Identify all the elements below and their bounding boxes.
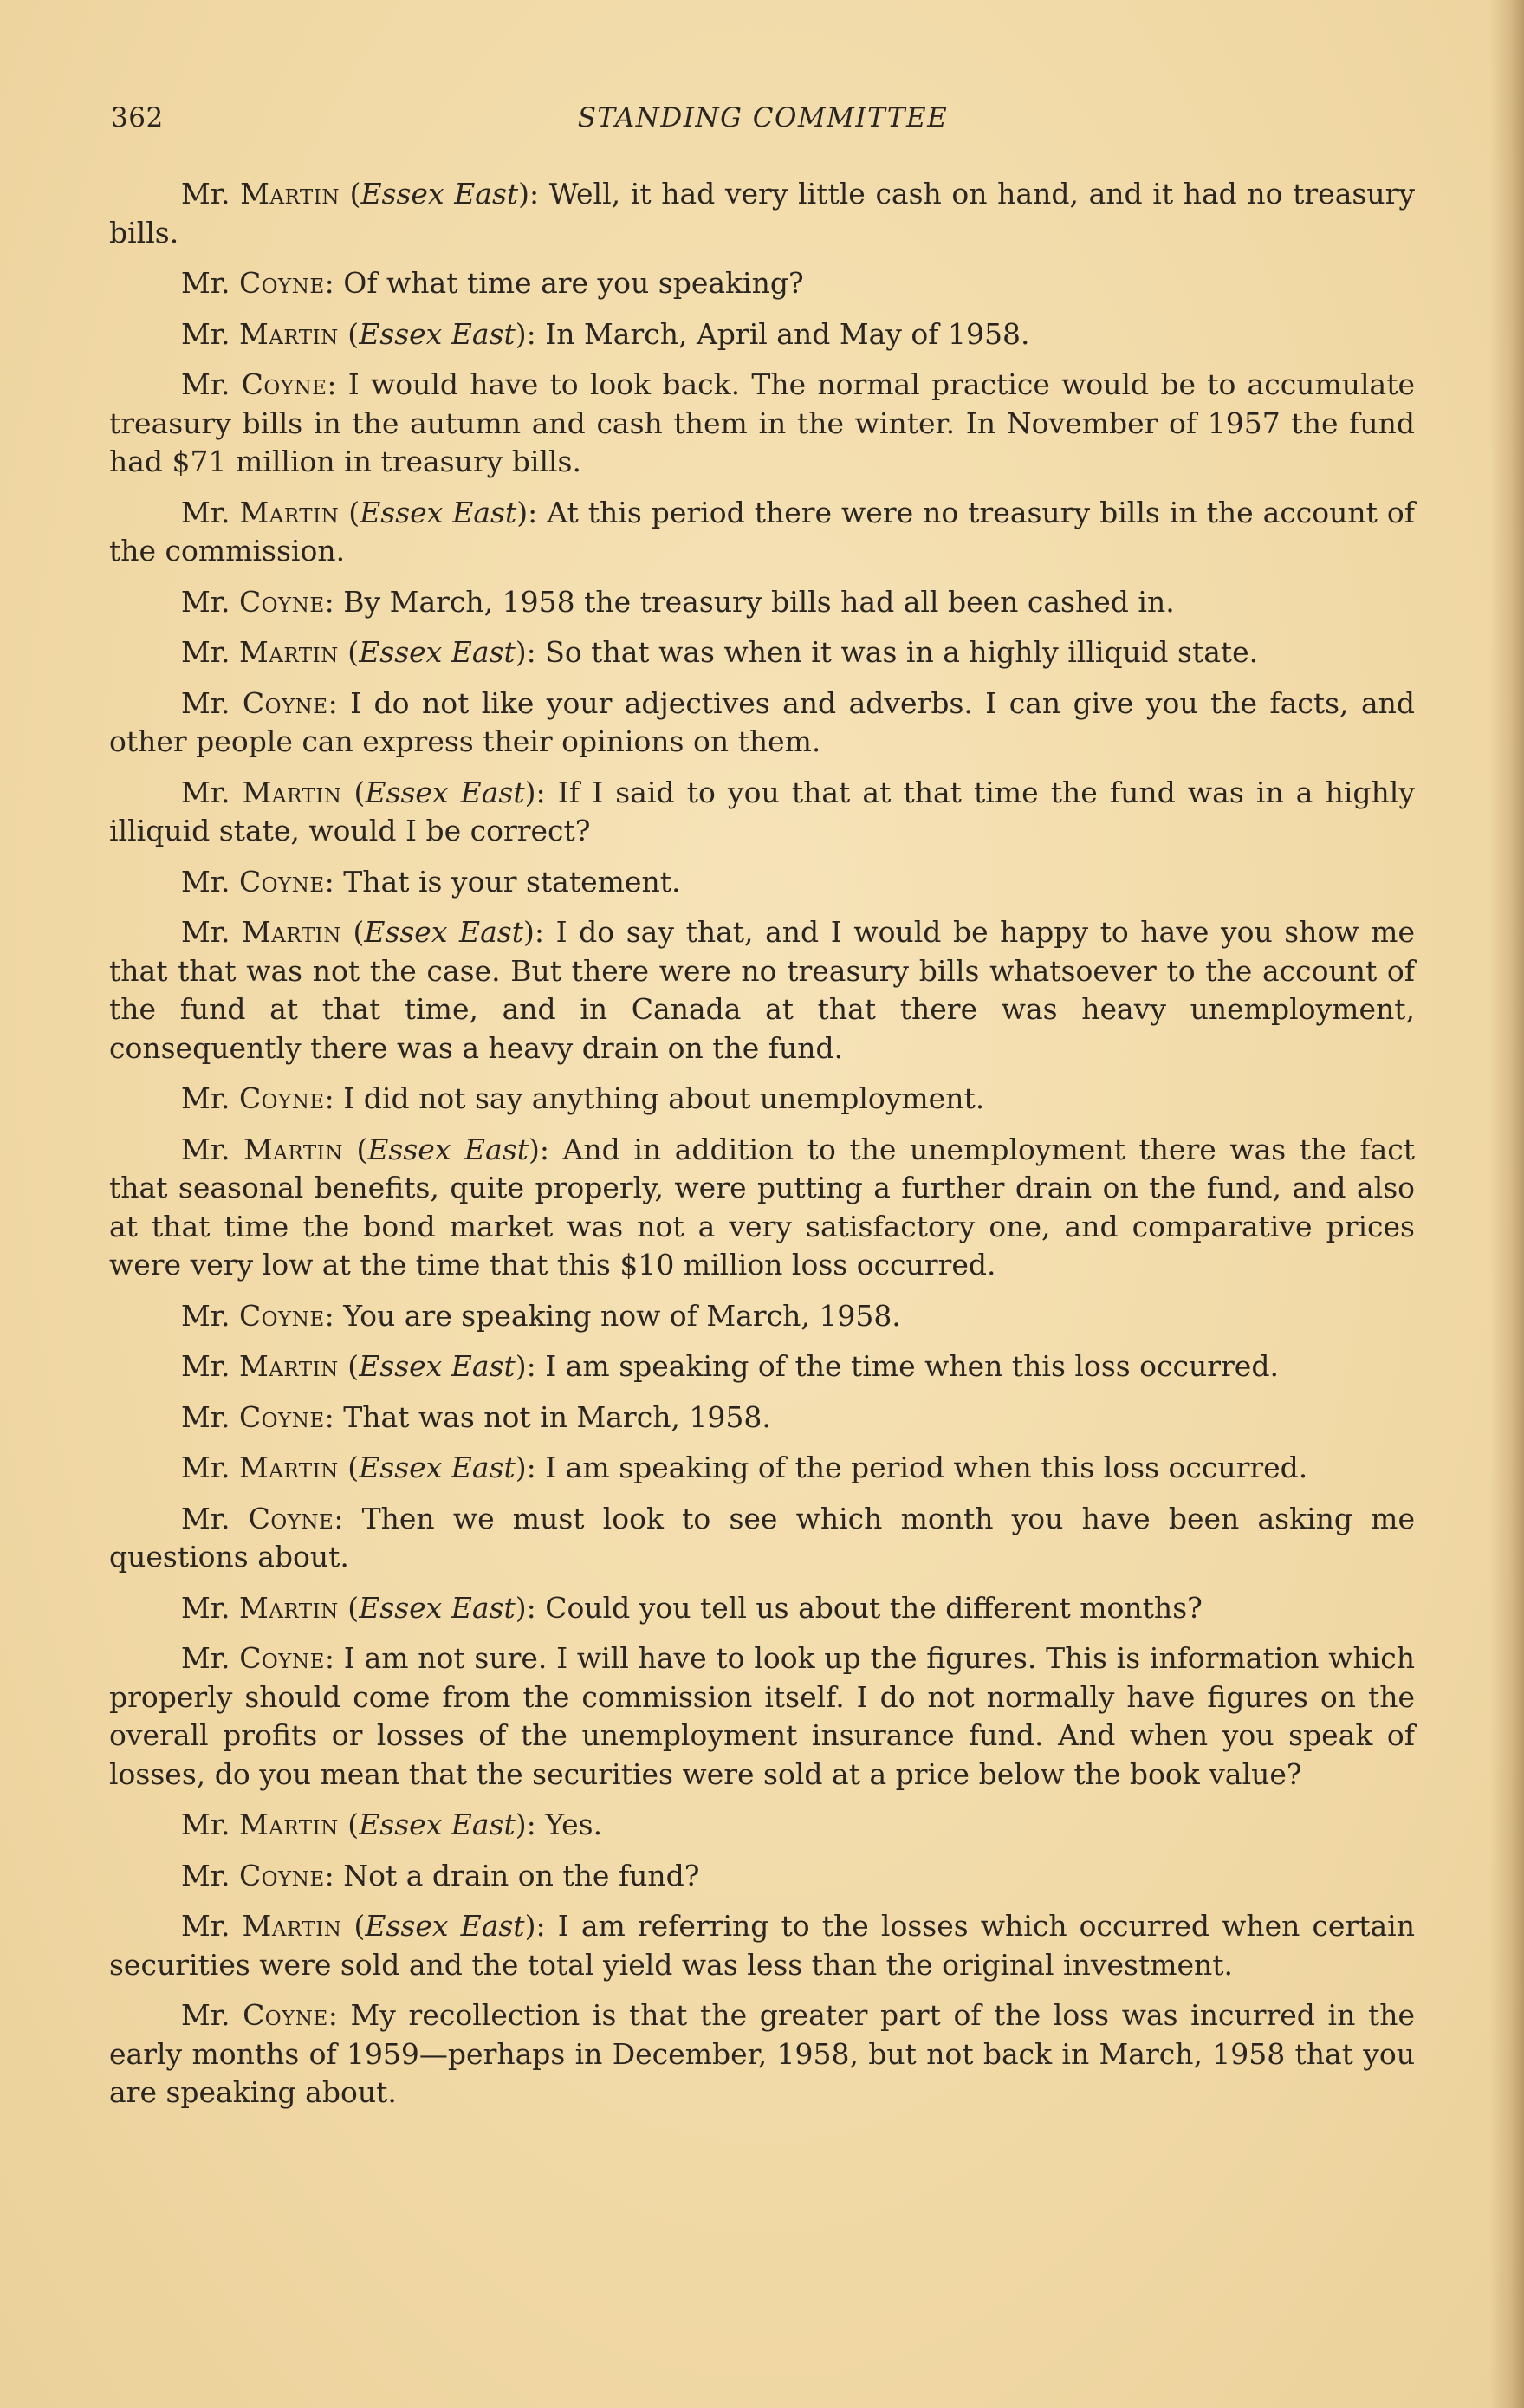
transcript-paragraph: Mr. Coyne: That is your statement. xyxy=(181,864,681,899)
speaker-riding: Essex East xyxy=(365,775,525,809)
speaker-name: Coyne xyxy=(238,266,325,300)
speech-text: Yes. xyxy=(545,1808,603,1841)
transcript-paragraph: Mr. Martin (Essex East): Could you tell us about the different months? xyxy=(181,1590,1203,1625)
speaker-prefix: Mr. xyxy=(181,495,230,529)
transcript-paragraph: Mr. Coyne: Of what time are you speaking? xyxy=(181,266,804,300)
speaker-name: Martin xyxy=(238,1590,339,1625)
transcript-paragraph: Mr. Martin (Essex East): I am speaking of the period when this loss occurred. xyxy=(181,1451,1308,1484)
speaker-name: Martin xyxy=(240,177,340,211)
speech-text: So that was when it was in a highly illiquid state. xyxy=(545,635,1259,669)
speaker-name: Coyne xyxy=(239,1641,325,1675)
speech-text: I am not sure. I will have to look up the figures. This is information which properly should come from the commission itself. I do not normally have figures on the overall profits or losses of the unemployment insurance fund. And when you speak of losses, do you mean that the securities were sold at a price below the book value? xyxy=(109,1641,1415,1791)
speaker-riding: Essex East xyxy=(359,1590,516,1625)
speaker-name: Martin xyxy=(238,1451,339,1484)
speech-text: At this period there were no treasury bills in the account of the commission. xyxy=(109,495,1415,568)
speaker-name: Coyne xyxy=(238,1858,325,1892)
speaker-prefix: Mr. xyxy=(181,1858,230,1892)
transcript-paragraph: Mr. Coyne: By March, 1958 the treasury bills had all been cashed in. xyxy=(181,584,1175,619)
transcript-paragraph: Mr. Martin (Essex East): If I said to you that at that time the fund was in a highly illiquid state, would I be correct? xyxy=(109,775,1415,847)
speaker-name: Martin xyxy=(238,635,339,669)
speech-text: I do not like your adjectives and adverbs. I can give you the facts, and other people can express their opinions on them. xyxy=(109,685,1415,758)
speaker-prefix: Mr. xyxy=(181,1298,230,1333)
speech-text: Not a drain on the fund? xyxy=(343,1858,700,1892)
speaker-prefix: Mr. xyxy=(181,177,230,211)
speaker-riding: Essex East xyxy=(359,1808,516,1841)
speaker-name: Martin xyxy=(242,915,341,949)
speaker-prefix: Mr. xyxy=(181,1998,230,2032)
speech-text: In March, April and May of 1958. xyxy=(545,316,1030,351)
speaker-name: Coyne xyxy=(238,1399,325,1434)
transcript-paragraph: Mr. Coyne: That was not in March, 1958. xyxy=(181,1399,771,1434)
transcript-paragraph: Mr. Martin (Essex East): I am referring to the losses which occurred when certain securities were sold and the total yield was less than the original investment. xyxy=(109,1909,1415,1982)
speaker-prefix: Mr. xyxy=(181,1590,230,1625)
speaker-riding: Essex East xyxy=(359,1349,516,1383)
speaker-name: Coyne xyxy=(242,685,328,720)
transcript-paragraph: Mr. Martin (Essex East): So that was when it was in a highly illiquid state. xyxy=(181,635,1259,669)
transcript-paragraph: Mr. Coyne: I did not say anything about unemployment. xyxy=(181,1081,985,1115)
speaker-prefix: Mr. xyxy=(181,1399,230,1434)
speech-text: And in addition to the unemployment there was the fact that seasonal benefits, quite properly, were putting a further drain on the fund, and also at that time the bond market was not a very satisfactory one, and comparative prices were very low at the time that this $10 million loss occurred. xyxy=(109,1132,1415,1282)
speech-text: I do say that, and I would be happy to have you show me that that was not the case. But there were no treasury bills whatsoever to the account of the fund at that time, and in Canada at that there was heavy unemployment, consequently there was a heavy drain on the fund. xyxy=(109,915,1415,1065)
speaker-prefix: Mr. xyxy=(181,266,230,300)
speaker-prefix: Mr. xyxy=(181,1808,230,1841)
speaker-name: Martin xyxy=(238,1349,339,1383)
speaker-prefix: Mr. xyxy=(181,584,230,619)
page-number: 362 xyxy=(111,102,164,133)
transcript-paragraph: Mr. Coyne: Then we must look to see which month you have been asking me questions about. xyxy=(109,1501,1415,1574)
speaker-prefix: Mr. xyxy=(181,1132,230,1166)
speech-text: If I said to you that at that time the fund was in a highly illiquid state, would I be correct? xyxy=(109,775,1415,847)
transcript-paragraph: Mr. Coyne: I would have to look back. The normal practice would be to accumulate treasury bills in the autumn and cash them in the winter. In November of 1957 the fund had $71 million in treasury bills. xyxy=(109,367,1416,478)
speech-text: I did not say anything about unemployment. xyxy=(343,1081,985,1115)
transcript-paragraph: Mr. Martin (Essex East): At this period there were no treasury bills in the account of the commission. xyxy=(109,495,1415,568)
transcript-paragraph: Mr. Coyne: I am not sure. I will have to look up the figures. This is information which properly should come from the commission itself. I do not normally have figures on the overall profits or losses of the unemployment insurance fund. And when you speak of losses, do you mean that the securities were sold at a price below the book value? xyxy=(109,1641,1415,1791)
transcript-paragraph: Mr. Coyne: Not a drain on the fund? xyxy=(181,1858,700,1892)
speaker-name: Coyne xyxy=(248,1501,334,1535)
speech-text: I am speaking of the period when this loss occurred. xyxy=(545,1451,1308,1484)
transcript-paragraph: Mr. Coyne: My recollection is that the greater part of the loss was incurred in the early months of 1959—perhaps in December, 1958, but not back in March, 1958 that you are speaking about. xyxy=(109,1998,1415,2109)
speech-text: My recollection is that the greater part of the loss was incurred in the early months of 1959—perhaps in December, 1958, but not back in March, 1958 that you are speaking about. xyxy=(109,1998,1415,2109)
running-title: STANDING COMMITTEE xyxy=(577,102,949,133)
speaker-prefix: Mr. xyxy=(181,635,230,669)
speaker-prefix: Mr. xyxy=(181,1641,230,1675)
speech-text: I am referring to the losses which occurred when certain securities were sold and the total yield was less than the original investment. xyxy=(109,1909,1415,1982)
speaker-prefix: Mr. xyxy=(181,1349,230,1383)
speaker-riding: Essex East xyxy=(359,635,516,669)
speaker-name: Coyne xyxy=(238,1081,325,1115)
speech-text: Of what time are you speaking? xyxy=(343,266,804,300)
speaker-riding: Essex East xyxy=(359,316,516,351)
speaker-riding: Essex East xyxy=(365,1909,525,1943)
transcript-paragraph: Mr. Martin (Essex East): Yes. xyxy=(181,1808,603,1841)
speaker-name: Martin xyxy=(242,775,342,809)
speaker-name: Coyne xyxy=(243,1998,328,2032)
speaker-name: Coyne xyxy=(238,864,325,899)
speech-text: Could you tell us about the different months? xyxy=(545,1590,1203,1625)
speaker-prefix: Mr. xyxy=(181,1451,230,1484)
speech-text: Then we must look to see which month you have been asking me questions about. xyxy=(109,1501,1415,1574)
speech-text: I would have to look back. The normal practice would be to accumulate treasury bills in the autumn and cash them in the winter. In November of 1957 the fund had $71 million in treasury bills. xyxy=(109,367,1416,478)
speaker-name: Martin xyxy=(239,495,340,529)
speaker-prefix: Mr. xyxy=(181,775,230,809)
speaker-riding: Essex East xyxy=(367,1132,529,1166)
speaker-riding: Essex East xyxy=(360,495,517,529)
speech-text: That is your statement. xyxy=(343,864,681,899)
speaker-prefix: Mr. xyxy=(181,685,230,720)
speaker-name: Coyne xyxy=(238,584,325,619)
speaker-prefix: Mr. xyxy=(181,1501,230,1535)
speaker-prefix: Mr. xyxy=(181,1081,230,1115)
speech-text: I am speaking of the time when this loss occurred. xyxy=(545,1349,1279,1383)
speaker-riding: Essex East xyxy=(364,915,523,949)
speaker-name: Martin xyxy=(242,1909,342,1943)
transcript-paragraph: Mr. Martin (Essex East): I do say that, and I would be happy to have you show me that that was not the case. But there were no treasury bills whatsoever to the account of the fund at that time, and in Canada at that there was heavy unemployment, consequently there was a heavy drain on the fund. xyxy=(109,915,1415,1065)
speech-text: Well, it had very little cash on hand, and it had no treasury bills. xyxy=(109,177,1415,250)
transcript-paragraph: Mr. Martin (Essex East): I am speaking of the time when this loss occurred. xyxy=(181,1349,1279,1383)
transcript-paragraph: Mr. Martin (Essex East): In March, April and May of 1958. xyxy=(181,316,1030,351)
speaker-name: Coyne xyxy=(238,1298,325,1333)
speaker-riding: Essex East xyxy=(360,177,519,211)
transcript-body xyxy=(109,175,1415,2125)
speaker-name: Martin xyxy=(238,316,339,351)
transcript-paragraph: Mr. Martin (Essex East): Well, it had very little cash on hand, and it had no treasury bills. xyxy=(109,177,1415,250)
speaker-riding: Essex East xyxy=(359,1451,516,1484)
speaker-prefix: Mr. xyxy=(181,316,230,351)
speaker-name: Coyne xyxy=(241,367,327,401)
speech-text: You are speaking now of March, 1958. xyxy=(343,1298,901,1333)
transcript-paragraph: Mr. Coyne: You are speaking now of March, 1958. xyxy=(181,1298,901,1333)
transcript-paragraph: Mr. Martin (Essex East): And in addition to the unemployment there was the fact that seasonal benefits, quite properly, were putting a further drain on the fund, and also at that time the bond market was not a very satisfactory one, and comparative prices were very low at the time that this $10 million loss occurred. xyxy=(109,1132,1415,1282)
speaker-prefix: Mr. xyxy=(181,864,230,899)
speaker-prefix: Mr. xyxy=(181,915,230,949)
speech-text: That was not in March, 1958. xyxy=(343,1399,771,1434)
page-header xyxy=(111,102,1415,142)
speech-text: By March, 1958 the treasury bills had all been cashed in. xyxy=(343,584,1175,619)
speaker-name: Martin xyxy=(243,1132,343,1166)
speaker-prefix: Mr. xyxy=(181,1909,230,1943)
transcript-paragraph: Mr. Coyne: I do not like your adjectives and adverbs. I can give you the facts, and other people can express their opinions on them. xyxy=(109,685,1415,758)
page-spine-shadow xyxy=(1489,0,1524,2408)
speaker-name: Martin xyxy=(238,1808,339,1841)
speaker-prefix: Mr. xyxy=(181,367,230,401)
